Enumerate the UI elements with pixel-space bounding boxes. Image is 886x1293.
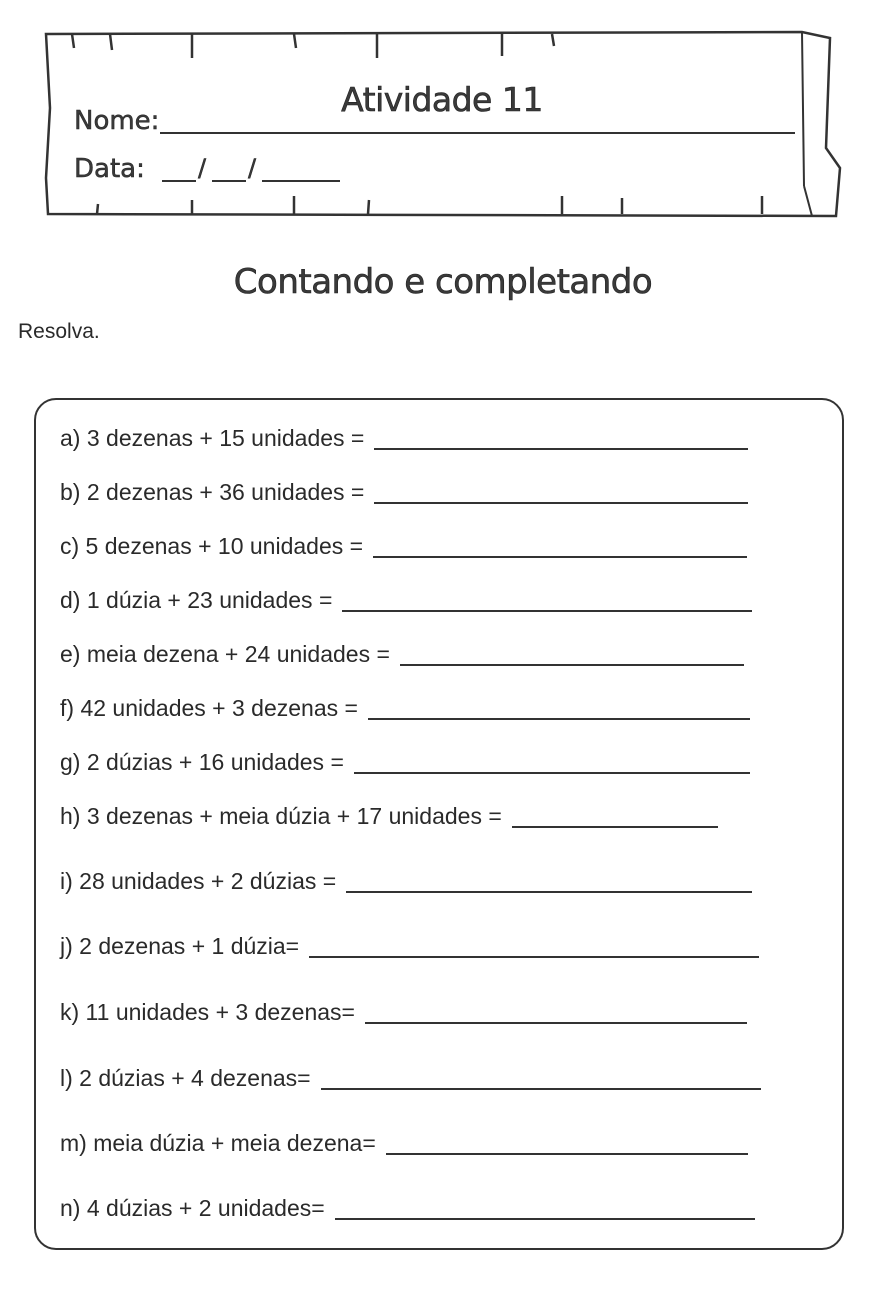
question-n [60,1195,755,1222]
answer-line[interactable] [374,448,748,450]
question-text: h) 3 dezenas + meia dúzia + 17 unidades = [60,803,502,829]
question-l [60,1065,761,1092]
answer-line[interactable] [374,502,748,504]
question-text: g) 2 dúzias + 16 unidades = [60,749,344,775]
question-c [60,533,747,560]
date-month-line[interactable] [212,180,246,182]
answer-line[interactable] [346,891,752,893]
answer-line[interactable] [342,610,752,612]
answer-line[interactable] [512,826,718,828]
question-text: m) meia dúzia + meia dezena= [60,1130,376,1156]
answer-line[interactable] [354,772,750,774]
question-text: k) 11 unidades + 3 dezenas= [60,999,355,1025]
question-g [60,749,750,776]
question-text: n) 4 dúzias + 2 unidades= [60,1195,325,1221]
date-label: Data: [74,154,145,184]
name-label: Nome: [74,106,160,136]
answer-line[interactable] [386,1153,748,1155]
name-line[interactable] [160,132,795,134]
date-separator-1: / [198,154,207,182]
date-year-line[interactable] [262,180,340,182]
question-text: d) 1 dúzia + 23 unidades = [60,587,333,613]
scroll-border-icon [42,28,842,220]
instruction-text: Resolva. [18,320,100,343]
question-a [60,425,748,452]
answer-line[interactable] [368,718,750,720]
answer-line[interactable] [400,664,744,666]
header-scroll-frame [42,28,842,220]
question-b [60,479,748,506]
date-day-line[interactable] [162,180,196,182]
section-title: Contando e completando [233,262,653,302]
question-text: f) 42 unidades + 3 dezenas = [60,695,358,721]
activity-title: Atividade 11 [341,80,543,119]
answer-line[interactable] [335,1218,755,1220]
question-text: j) 2 dezenas + 1 dúzia= [60,933,300,959]
question-d [60,587,752,614]
date-separator-2: / [248,154,257,182]
question-text: l) 2 dúzias + 4 dezenas= [60,1065,311,1091]
question-text: c) 5 dezenas + 10 unidades = [60,533,364,559]
question-i [60,868,752,895]
question-m [60,1130,748,1157]
answer-line[interactable] [309,956,759,958]
question-text: i) 28 unidades + 2 dúzias = [60,868,337,894]
answer-line[interactable] [373,556,747,558]
question-text: b) 2 dezenas + 36 unidades = [60,479,365,505]
question-text: e) meia dezena + 24 unidades = [60,641,390,667]
question-f [60,695,750,722]
answer-line[interactable] [365,1022,747,1024]
question-e [60,641,744,668]
question-k [60,999,747,1026]
question-text: a) 3 dezenas + 15 unidades = [60,425,365,451]
question-h [60,803,718,830]
answer-line[interactable] [321,1088,761,1090]
question-j [60,933,759,960]
